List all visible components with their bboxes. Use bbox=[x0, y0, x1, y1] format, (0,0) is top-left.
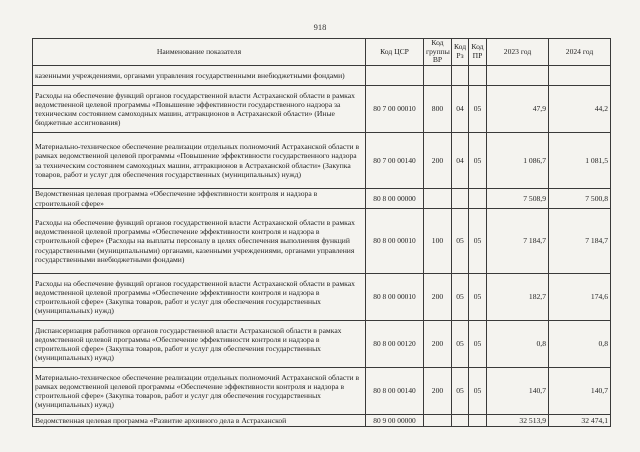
header-2023: 2023 год bbox=[487, 39, 549, 66]
row-name: Расходы на обеспечение функций органов государственной власти Астраханской области в рамках ведомственной целевой программы «Обеспечение эффективности контроля и надзора в строительной сфере» (Расходы на выплаты персоналу в целях обеспечения выполнения функций государственными (муниципальными) органами, казенными учреждениями, органами управления государственными внебюджетными фондами) bbox=[33, 209, 366, 274]
row-pr bbox=[469, 189, 487, 209]
row-csr bbox=[366, 66, 424, 86]
row-2024: 7 184,7 bbox=[549, 209, 611, 274]
row-csr: 80 9 00 00000 bbox=[366, 415, 424, 427]
row-rz: 04 bbox=[452, 133, 469, 189]
row-name: Расходы на обеспечение функций органов государственной власти Астраханской области в рамках ведомственной целевой программы «Повышение эффективности государственного надзора за техническим состоянием самоходных машин, аттракционов в Астраханской области» (Иные бюджетные ассигнования) bbox=[33, 86, 366, 133]
row-pr: 05 bbox=[469, 321, 487, 368]
header-2024: 2024 год bbox=[549, 39, 611, 66]
row-csr: 80 7 00 00140 bbox=[366, 133, 424, 189]
row-2024: 0,8 bbox=[549, 321, 611, 368]
page-number: 918 bbox=[313, 22, 327, 32]
row-pr: 05 bbox=[469, 209, 487, 274]
header-name: Наименование показателя bbox=[33, 39, 366, 66]
row-2023: 32 513,9 bbox=[487, 415, 549, 427]
row-2023: 182,7 bbox=[487, 274, 549, 321]
row-2023: 140,7 bbox=[487, 368, 549, 415]
row-2023: 0,8 bbox=[487, 321, 549, 368]
row-csr: 80 8 00 00010 bbox=[366, 274, 424, 321]
row-2024: 1 081,5 bbox=[549, 133, 611, 189]
row-2023: 47,9 bbox=[487, 86, 549, 133]
row-pr bbox=[469, 66, 487, 86]
row-csr: 80 8 00 00140 bbox=[366, 368, 424, 415]
row-csr: 80 8 00 00000 bbox=[366, 189, 424, 209]
table-row bbox=[33, 274, 611, 321]
row-2024: 44,2 bbox=[549, 86, 611, 133]
row-pr: 05 bbox=[469, 368, 487, 415]
row-name: казенными учреждениями, органами управления государственными внебюджетными фондами) bbox=[33, 66, 366, 86]
table-row bbox=[33, 321, 611, 368]
row-pr bbox=[469, 415, 487, 427]
row-vr: 200 bbox=[424, 368, 452, 415]
row-vr: 100 bbox=[424, 209, 452, 274]
row-rz: 05 bbox=[452, 368, 469, 415]
row-name: Ведомственная целевая программа «Обеспечение эффективности контроля и надзора в строительной сфере» bbox=[33, 189, 366, 209]
row-vr: 200 bbox=[424, 321, 452, 368]
row-2024 bbox=[549, 66, 611, 86]
row-vr bbox=[424, 415, 452, 427]
row-name: Расходы на обеспечение функций органов государственной власти Астраханской области в рамках ведомственной целевой программы «Обеспечение эффективности контроля и надзора в строительной сфере» (Закупка товаров, работ и услуг для обеспечения государственных (муниципальных) нужд) bbox=[33, 274, 366, 321]
row-rz: 05 bbox=[452, 209, 469, 274]
header-vr: Код группы ВР bbox=[424, 39, 452, 66]
row-vr bbox=[424, 66, 452, 86]
row-2023: 7 184,7 bbox=[487, 209, 549, 274]
row-vr: 800 bbox=[424, 86, 452, 133]
row-name: Материально-техническое обеспечение реализации отдельных полномочий Астраханской области в рамках ведомственной целевой программы «Обеспечение эффективности контроля и надзора в строительной сфере» (Закупка товаров, работ и услуг для обеспечения государственных (муниципальных) нужд) bbox=[33, 368, 366, 415]
row-pr: 05 bbox=[469, 274, 487, 321]
row-2023: 7 508,9 bbox=[487, 189, 549, 209]
budget-table bbox=[32, 38, 611, 427]
row-2023 bbox=[487, 66, 549, 86]
row-vr: 200 bbox=[424, 274, 452, 321]
row-2024: 7 500,8 bbox=[549, 189, 611, 209]
row-rz: 05 bbox=[452, 274, 469, 321]
row-rz: 05 bbox=[452, 321, 469, 368]
row-csr: 80 7 00 00010 bbox=[366, 86, 424, 133]
table-row bbox=[33, 415, 611, 427]
header-rz: Код Рз bbox=[452, 39, 469, 66]
row-rz bbox=[452, 189, 469, 209]
row-vr: 200 bbox=[424, 133, 452, 189]
row-vr bbox=[424, 189, 452, 209]
row-2024: 174,6 bbox=[549, 274, 611, 321]
table-row bbox=[33, 189, 611, 209]
row-rz bbox=[452, 415, 469, 427]
row-rz: 04 bbox=[452, 86, 469, 133]
table-row bbox=[33, 368, 611, 415]
row-name: Диспансеризация работников органов государственной власти Астраханской области в рамках ведомственной целевой программы «Обеспечение эффективности контроля и надзора в строительной сфере» (Закупка товаров, работ и услуг для обеспечения государственных (муниципальных) нужд) bbox=[33, 321, 366, 368]
header-csr: Код ЦСР bbox=[366, 39, 424, 66]
row-2024: 32 474,1 bbox=[549, 415, 611, 427]
row-csr: 80 8 00 00120 bbox=[366, 321, 424, 368]
row-pr: 05 bbox=[469, 133, 487, 189]
row-2024: 140,7 bbox=[549, 368, 611, 415]
table-row bbox=[33, 209, 611, 274]
table-header-row bbox=[33, 39, 611, 66]
row-name: Материально-техническое обеспечение реализации отдельных полномочий Астраханской области в рамках ведомственной целевой программы «Повышение эффективности государственного надзора за техническим состоянием самоходных машин, аттракционов в Астраханской области» (Закупка товаров, работ и услуг для обеспечения государственных (муниципальных) нужд) bbox=[33, 133, 366, 189]
header-pr: Код ПР bbox=[469, 39, 487, 66]
row-pr: 05 bbox=[469, 86, 487, 133]
row-2023: 1 086,7 bbox=[487, 133, 549, 189]
row-csr: 80 8 00 00010 bbox=[366, 209, 424, 274]
row-rz bbox=[452, 66, 469, 86]
table-row bbox=[33, 86, 611, 133]
row-name: Ведомственная целевая программа «Развитие архивного дела в Астраханской bbox=[33, 415, 366, 427]
table-row bbox=[33, 133, 611, 189]
table-row bbox=[33, 66, 611, 86]
